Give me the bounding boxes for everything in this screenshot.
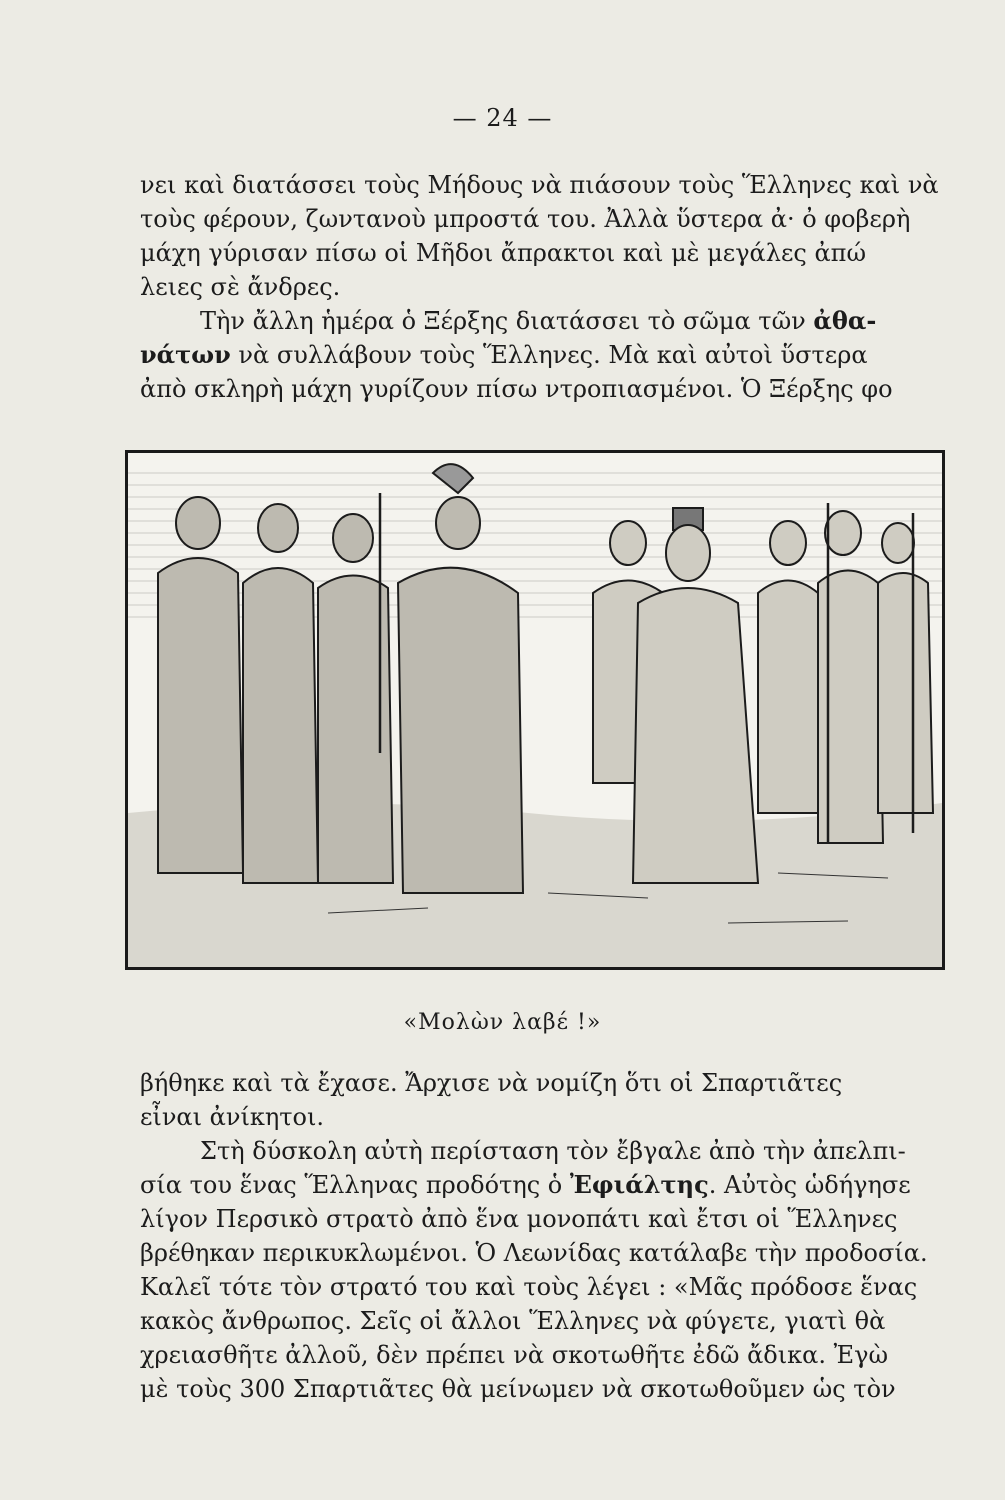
text-line: λίγον Περσικὸ στρατὸ ἀπὸ ἕνα μονοπάτι καὶ ἔτσι οἱ Ἕλληνες	[140, 1205, 898, 1233]
text-line: λειες σὲ ἄνδρες.	[140, 273, 341, 301]
text-line: κακὸς ἄνθρωπος. Σεῖς οἱ ἄλλοι Ἕλληνες νὰ φύγετε, γιατὶ θὰ	[140, 1307, 886, 1335]
text-line: Στὴ δύσκολη αὐτὴ περίσταση τὸν ἔβγαλε ἀπὸ τὴν ἀπελπι-	[200, 1137, 906, 1165]
bold-name: Ἐφιάλτης	[569, 1170, 709, 1199]
text-line	[140, 338, 940, 372]
illustration-caption: «Μολὼν λαβέ !»	[403, 1010, 602, 1035]
text-fragment: Τὴν ἄλλη ἡμέρα ὁ Ξέρξης διατάσσει τὸ σῶμα τῶν	[200, 307, 806, 335]
bold-term: ἀθα-	[813, 306, 877, 335]
illustration-engraving	[125, 450, 945, 970]
text-line	[140, 304, 940, 338]
page-number: — 24 —	[452, 104, 553, 132]
text-line: νει καὶ διατάσσει τοὺς Μήδους νὰ πιάσουν τοὺς Ἕλληνες καὶ νὰ	[140, 171, 939, 199]
text-line: Καλεῖ τότε τὸν στρατό του καὶ τοὺς λέγει : «Μᾶς πρόδοσε ἕνας	[140, 1273, 918, 1301]
text-line: μὲ τοὺς 300 Σπαρτιᾶτες θὰ μείνωμεν νὰ σκοτωθοῦμεν ὡς τὸν	[140, 1375, 896, 1403]
text-fragment: σία του ἕνας Ἕλληνας προδότης ὁ	[140, 1171, 563, 1199]
text-fragment: νὰ συλλάβουν τοὺς Ἕλληνες. Μὰ καὶ αὐτοὶ ὕστερα	[238, 341, 868, 369]
engraving-drawing	[128, 453, 942, 967]
text-line	[140, 1168, 940, 1202]
bottom-paragraph-block	[140, 1066, 940, 1406]
text-line: εἶναι ἀνίκητοι.	[140, 1103, 325, 1131]
text-line: τοὺς φέρουν, ζωντανοὺ μπροστά του. Ἀλλὰ ὕστερα ἀ· ὀ φοβερὴ	[140, 205, 911, 233]
text-fragment: . Αὐτὸς ὡδήγησε	[708, 1171, 911, 1199]
text-line: ἀπὸ σκληρὴ μάχη γυρίζουν πίσω ντροπιασμένοι. Ὁ Ξέρξης φο	[140, 375, 893, 403]
bold-term: νάτων	[140, 340, 231, 369]
text-line: μάχη γύρισαν πίσω οἱ Μῆδοι ἄπρακτοι καὶ μὲ μεγάλες ἀπώ	[140, 239, 867, 267]
greek-soldiers-group	[158, 464, 523, 893]
text-line: βήθηκε καὶ τὰ ἔχασε. Ἄρχισε νὰ νομίζη ὅτι οἱ Σπαρτιᾶτες	[140, 1069, 843, 1097]
text-line: βρέθηκαν περικυκλωμένοι. Ὁ Λεωνίδας κατάλαβε τὴν προδοσία.	[140, 1239, 928, 1267]
top-paragraph-block	[140, 168, 940, 406]
text-line: χρειασθῆτε ἀλλοῦ, δὲν πρέπει νὰ σκοτωθῆτε ἐδῶ ἄδικα. Ἐγὼ	[140, 1341, 889, 1369]
